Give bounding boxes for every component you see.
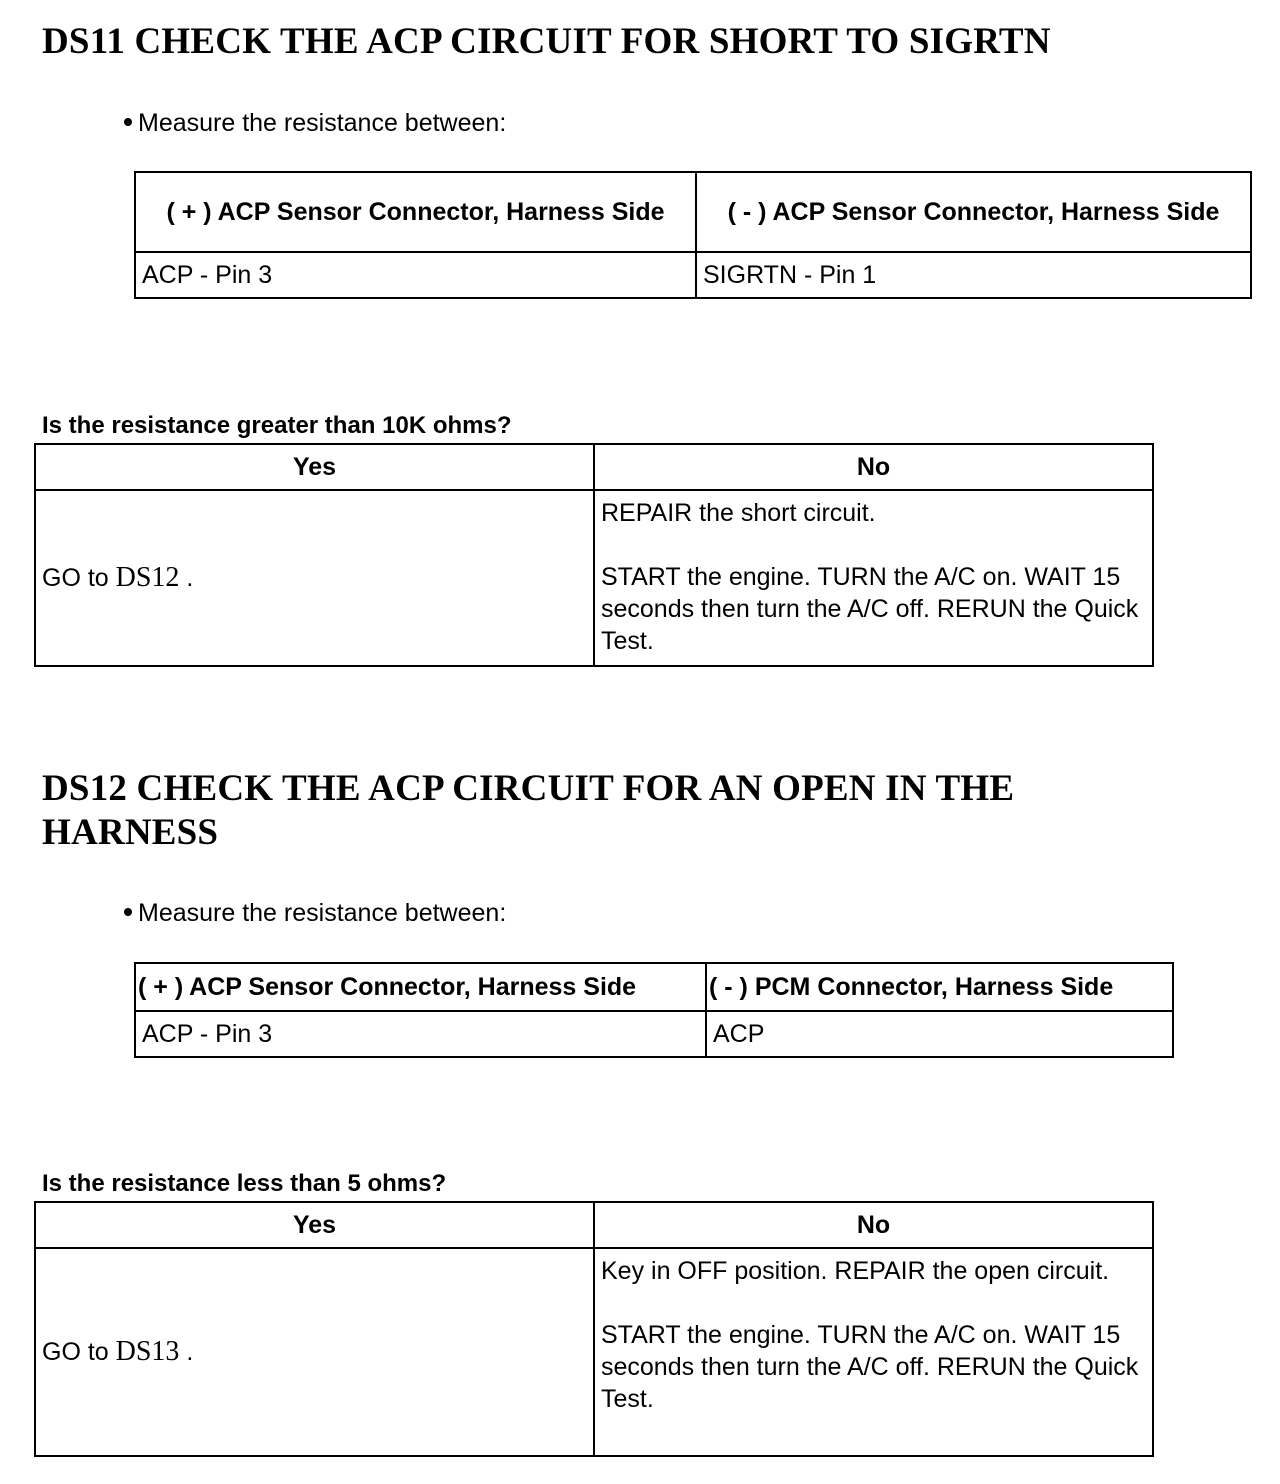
ds12-instruction-text: Measure the resistance between: — [138, 899, 507, 927]
ds11-minus-header: ( - ) ACP Sensor Connector, Harness Side — [696, 172, 1251, 252]
ds12-question: Is the resistance less than 5 ohms? — [42, 1170, 447, 1197]
ds13-link[interactable]: DS13 — [115, 1336, 180, 1367]
ds11-no-header: No — [594, 444, 1153, 490]
ds12-title: DS12 CHECK THE ACP CIRCUIT FOR AN OPEN IN THE HARNESS — [42, 768, 1015, 853]
ds11-yes-suffix: . — [186, 564, 194, 592]
ds11-plus-header: ( + ) ACP Sensor Connector, Harness Side — [135, 172, 696, 252]
ds11-yes-header: Yes — [35, 444, 594, 490]
ds11-result-table — [34, 443, 1154, 667]
ds12-minus-header: ( - ) PCM Connector, Harness Side — [706, 963, 1173, 1011]
ds12-result-table — [34, 1201, 1154, 1457]
ds12-no-cell — [594, 1248, 1153, 1456]
ds12-plus-header: ( + ) ACP Sensor Connector, Harness Side — [135, 963, 706, 1011]
ds12-measure-table — [134, 962, 1174, 1058]
ds11-measure-table — [134, 171, 1252, 299]
ds11-instruction — [124, 108, 506, 138]
ds11-no-line-2: START the engine. TURN the A/C on. WAIT 15 seconds then turn the A/C off. RERUN the Quick Test. — [601, 563, 1139, 655]
bullet-icon — [124, 908, 132, 916]
ds12-minus-value: ACP — [706, 1011, 1173, 1057]
ds11-minus-value: SIGRTN - Pin 1 — [696, 252, 1251, 298]
bullet-icon — [124, 118, 132, 126]
ds11-instruction-text: Measure the resistance between: — [138, 109, 507, 137]
ds12-yes-suffix: . — [186, 1338, 194, 1366]
ds11-yes-cell — [35, 490, 594, 666]
ds12-link[interactable]: DS12 — [115, 562, 180, 593]
ds11-no-line-1: REPAIR the short circuit. — [601, 499, 876, 527]
ds11-no-cell — [594, 490, 1153, 666]
ds11-question: Is the resistance greater than 10K ohms? — [42, 412, 512, 439]
ds11-title: DS11 CHECK THE ACP CIRCUIT FOR SHORT TO SIGRTN — [42, 21, 1051, 62]
ds12-yes-header: Yes — [35, 1202, 594, 1248]
ds12-instruction — [124, 898, 506, 928]
ds11-plus-value: ACP - Pin 3 — [135, 252, 696, 298]
ds12-yes-cell — [35, 1248, 594, 1456]
ds11-yes-prefix: GO to — [42, 564, 109, 592]
ds12-no-line-1: Key in OFF position. REPAIR the open circuit. — [601, 1257, 1110, 1285]
ds12-yes-prefix: GO to — [42, 1338, 109, 1366]
ds12-plus-value: ACP - Pin 3 — [135, 1011, 706, 1057]
ds12-no-header: No — [594, 1202, 1153, 1248]
ds12-no-line-2: START the engine. TURN the A/C on. WAIT 15 seconds then turn the A/C off. RERUN the Quick Test. — [601, 1321, 1139, 1413]
